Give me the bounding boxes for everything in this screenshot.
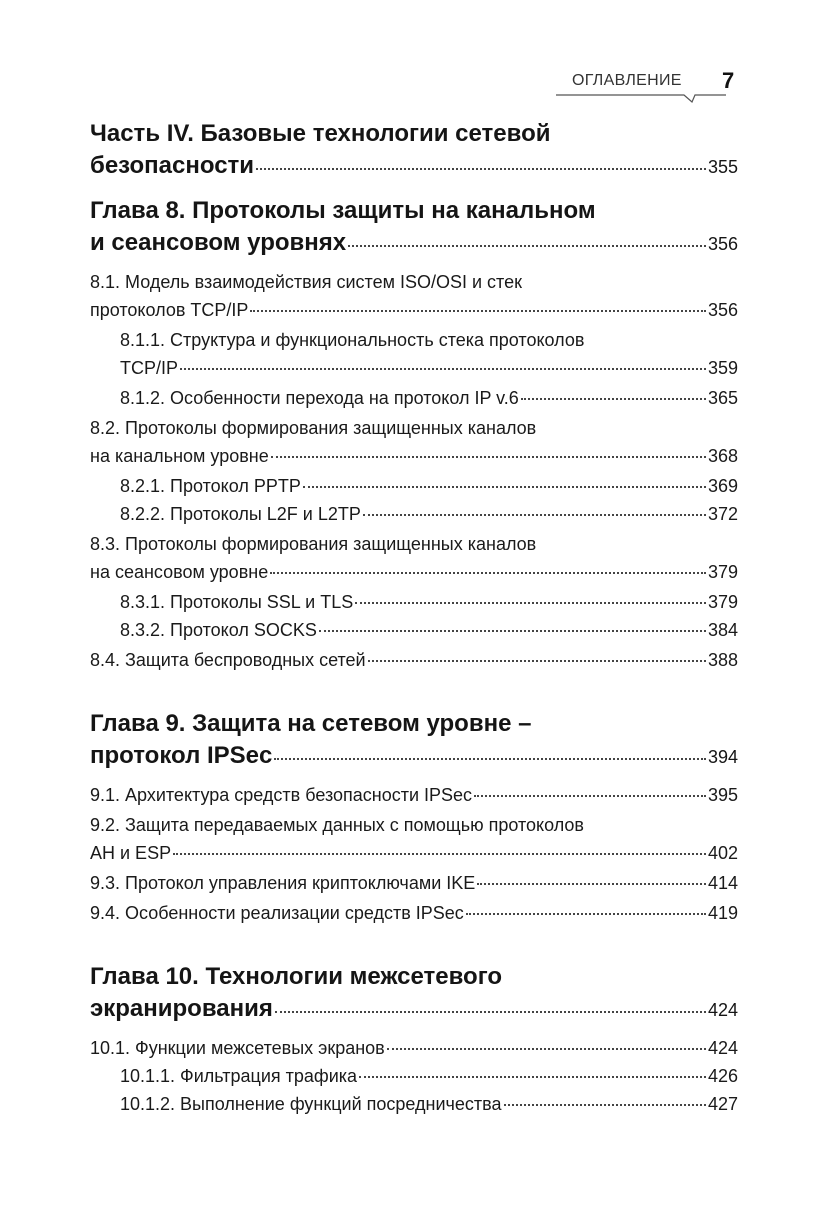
toc-page-number: 402: [707, 843, 738, 863]
toc-page-number: 419: [707, 903, 738, 923]
toc-entry-8-3[interactable]: [90, 530, 738, 586]
toc-entry-title-cont: экранирования: [90, 995, 273, 1022]
toc-entry-title: 8.1.1. Структура и функциональность стека протоколов: [120, 330, 585, 350]
dot-leader: [274, 758, 706, 760]
toc-entry-title: 10.1. Функции межсетевых экранов: [90, 1038, 385, 1058]
toc-entry-10-1-2[interactable]: [90, 1090, 738, 1118]
toc-entry-chapter-8[interactable]: [90, 195, 738, 260]
toc-page-number: 379: [707, 592, 738, 612]
toc-entry-8-3-1[interactable]: [90, 588, 738, 616]
toc-page-number: 356: [707, 300, 738, 320]
toc-page-number: 368: [707, 446, 738, 466]
toc-page-number: 369: [707, 476, 738, 496]
running-header-title: ОГЛАВЛЕНИЕ: [572, 72, 682, 89]
toc-page-number: 394: [707, 747, 738, 767]
toc-entry-title-cont: и сеансовом уровнях: [90, 229, 347, 256]
toc-entry-title: Глава 9. Защита на сетевом уровне –: [90, 710, 532, 737]
dot-leader: [271, 456, 706, 458]
dot-leader: [368, 660, 706, 662]
dot-leader: [363, 514, 706, 516]
toc-page-number: 388: [707, 650, 738, 670]
toc-page-number: 356: [707, 234, 738, 254]
toc-page-number: 395: [707, 785, 738, 805]
toc-entry-8-1-2[interactable]: [90, 384, 738, 412]
dot-leader: [270, 572, 706, 574]
toc-page-number: 384: [707, 620, 738, 640]
toc-page-number: 426: [707, 1066, 738, 1086]
toc-entry-chapter-10[interactable]: [90, 961, 738, 1026]
toc-page-number: 365: [707, 388, 738, 408]
toc-entry-part-4[interactable]: [90, 118, 738, 183]
dot-leader: [180, 368, 706, 370]
toc-entry-title: 9.2. Защита передаваемых данных с помощью протоколов: [90, 815, 584, 835]
toc-page-number: 379: [707, 562, 738, 582]
toc-entry-8-3-2[interactable]: [90, 616, 738, 644]
toc-entry-8-2[interactable]: [90, 414, 738, 470]
toc-page-number: 414: [707, 873, 738, 893]
toc-entry-title: 8.2.2. Протоколы L2F и L2TP: [120, 504, 361, 524]
toc-entry-title: 8.2. Протоколы формирования защищенных каналов: [90, 418, 537, 438]
toc-entry-8-4[interactable]: [90, 646, 738, 674]
toc-entry-10-1[interactable]: [90, 1034, 738, 1062]
toc-entry-title: 10.1.2. Выполнение функций посредничества: [120, 1094, 502, 1114]
toc-entry-9-1[interactable]: [90, 781, 738, 809]
toc-page-number: 355: [707, 157, 738, 177]
toc-entry-title: 9.3. Протокол управления криптоключами IKE: [90, 873, 476, 893]
toc-entry-title: 8.1. Модель взаимодействия систем ISO/OSI и стек: [90, 272, 522, 292]
dot-leader: [504, 1104, 706, 1106]
toc-entry-title-cont: TCP/IP: [120, 358, 179, 378]
table-of-contents: [90, 118, 738, 1118]
toc-entry-9-4[interactable]: [90, 899, 738, 927]
dot-leader: [474, 795, 706, 797]
toc-page-number: 359: [707, 358, 738, 378]
toc-page-number: 424: [707, 1038, 738, 1058]
toc-entry-title: 8.3.2. Протокол SOCKS: [120, 620, 317, 640]
dot-leader: [303, 486, 706, 488]
toc-entry-chapter-9[interactable]: [90, 708, 738, 773]
toc-page-number: 424: [707, 1000, 738, 1020]
toc-entry-title-cont: на сеансовом уровне: [90, 562, 269, 582]
toc-entry-title: 8.3. Протоколы формирования защищенных каналов: [90, 534, 537, 554]
dot-leader: [173, 853, 706, 855]
toc-page-number: 427: [707, 1094, 738, 1114]
toc-entry-title-cont: протокол IPSec: [90, 742, 273, 769]
toc-entry-title: Глава 8. Протоколы защиты на канальном: [90, 197, 596, 224]
dot-leader: [348, 245, 706, 247]
toc-entry-title-cont: протоколов TCP/IP: [90, 300, 249, 320]
toc-entry-9-3[interactable]: [90, 869, 738, 897]
toc-entry-title-cont: безопасности: [90, 152, 255, 179]
toc-entry-title-cont: на канальном уровне: [90, 446, 269, 466]
dot-leader: [256, 168, 706, 170]
dot-leader: [275, 1011, 706, 1013]
dot-leader: [319, 630, 706, 632]
dot-leader: [387, 1048, 706, 1050]
toc-entry-8-1-1[interactable]: [90, 326, 738, 382]
running-header: [556, 68, 746, 108]
toc-page-number: 372: [707, 504, 738, 524]
toc-entry-title: 8.3.1. Протоколы SSL и TLS: [120, 592, 354, 612]
dot-leader: [355, 602, 706, 604]
header-rule-decoration: [556, 92, 726, 104]
toc-entry-8-1[interactable]: [90, 268, 738, 324]
dot-leader: [466, 913, 706, 915]
toc-entry-8-2-1[interactable]: [90, 472, 738, 500]
dot-leader: [250, 310, 706, 312]
toc-entry-title: 10.1.1. Фильтрация трафика: [120, 1066, 358, 1086]
toc-entry-title: 9.1. Архитектура средств безопасности IPSec: [90, 785, 473, 805]
toc-entry-title: 9.4. Особенности реализации средств IPSec: [90, 903, 464, 923]
page-number: 7: [722, 68, 735, 93]
toc-entry-10-1-1[interactable]: [90, 1062, 738, 1090]
toc-entry-8-2-2[interactable]: [90, 500, 738, 528]
dot-leader: [477, 883, 706, 885]
toc-entry-title: Часть IV. Базовые технологии сетевой: [90, 120, 551, 147]
dot-leader: [359, 1076, 706, 1078]
toc-entry-title: 8.4. Защита беспроводных сетей: [90, 650, 366, 670]
toc-entry-title: 8.2.1. Протокол PPTP: [120, 476, 301, 496]
toc-entry-9-2[interactable]: [90, 811, 738, 867]
dot-leader: [521, 398, 706, 400]
toc-entry-title-cont: AH и ESP: [90, 843, 172, 863]
toc-entry-title: 8.1.2. Особенности перехода на протокол IP v.6: [120, 388, 519, 408]
toc-entry-title: Глава 10. Технологии межсетевого: [90, 963, 503, 990]
